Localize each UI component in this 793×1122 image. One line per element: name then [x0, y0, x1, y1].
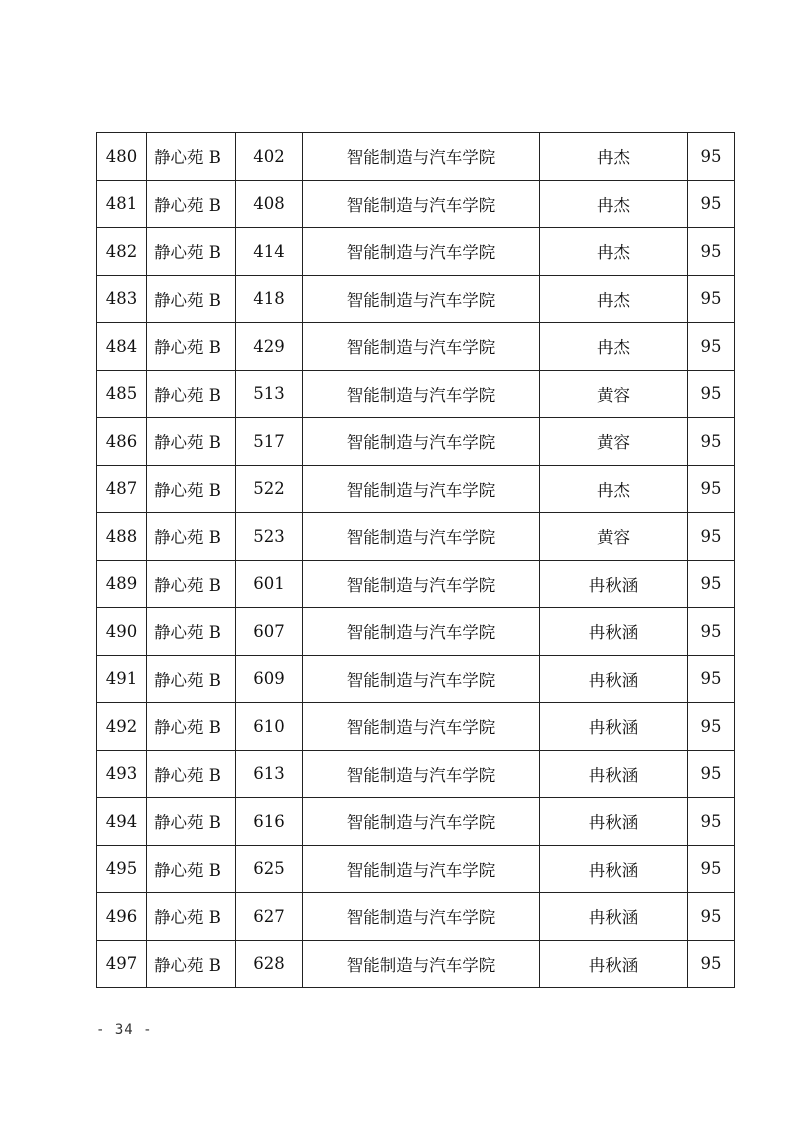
cell-college: 智能制造与汽车学院: [303, 893, 540, 941]
cell-person: 冉杰: [540, 228, 688, 276]
dormitory-score-table: [96, 132, 735, 988]
cell-score: 95: [688, 370, 735, 418]
cell-building: 静心苑 B: [147, 275, 236, 323]
cell-number: 492: [97, 703, 147, 751]
cell-number: 484: [97, 323, 147, 371]
table-row: [97, 703, 735, 751]
cell-number: 489: [97, 560, 147, 608]
cell-number: 483: [97, 275, 147, 323]
cell-college: 智能制造与汽车学院: [303, 370, 540, 418]
cell-room: 616: [236, 798, 303, 846]
table-row: [97, 893, 735, 941]
cell-room: 628: [236, 940, 303, 988]
cell-score: 95: [688, 418, 735, 466]
cell-building: 静心苑 B: [147, 418, 236, 466]
cell-number: 495: [97, 845, 147, 893]
table-row: [97, 560, 735, 608]
cell-room: 414: [236, 228, 303, 276]
table-row: [97, 798, 735, 846]
cell-person: 冉秋涵: [540, 940, 688, 988]
table-row: [97, 370, 735, 418]
cell-building: 静心苑 B: [147, 560, 236, 608]
cell-score: 95: [688, 465, 735, 513]
cell-room: 429: [236, 323, 303, 371]
cell-building: 静心苑 B: [147, 513, 236, 561]
cell-score: 95: [688, 655, 735, 703]
cell-score: 95: [688, 180, 735, 228]
table-row: [97, 228, 735, 276]
cell-person: 黄容: [540, 513, 688, 561]
cell-number: 497: [97, 940, 147, 988]
cell-number: 487: [97, 465, 147, 513]
table-row: [97, 418, 735, 466]
cell-score: 95: [688, 750, 735, 798]
cell-building: 静心苑 B: [147, 465, 236, 513]
cell-building: 静心苑 B: [147, 703, 236, 751]
cell-room: 609: [236, 655, 303, 703]
cell-room: 613: [236, 750, 303, 798]
cell-score: 95: [688, 228, 735, 276]
cell-college: 智能制造与汽车学院: [303, 513, 540, 561]
cell-person: 冉杰: [540, 275, 688, 323]
cell-number: 486: [97, 418, 147, 466]
cell-college: 智能制造与汽车学院: [303, 608, 540, 656]
cell-person: 冉杰: [540, 323, 688, 371]
cell-score: 95: [688, 893, 735, 941]
table-row: [97, 513, 735, 561]
cell-number: 482: [97, 228, 147, 276]
cell-score: 95: [688, 798, 735, 846]
cell-building: 静心苑 B: [147, 940, 236, 988]
cell-person: 黄容: [540, 418, 688, 466]
page-number: - 34 -: [96, 1022, 153, 1038]
cell-person: 冉秋涵: [540, 845, 688, 893]
cell-building: 静心苑 B: [147, 228, 236, 276]
cell-number: 496: [97, 893, 147, 941]
cell-room: 523: [236, 513, 303, 561]
cell-room: 408: [236, 180, 303, 228]
cell-room: 513: [236, 370, 303, 418]
cell-room: 610: [236, 703, 303, 751]
cell-person: 冉秋涵: [540, 750, 688, 798]
cell-number: 485: [97, 370, 147, 418]
cell-building: 静心苑 B: [147, 180, 236, 228]
cell-number: 480: [97, 133, 147, 181]
cell-person: 冉秋涵: [540, 560, 688, 608]
cell-college: 智能制造与汽车学院: [303, 418, 540, 466]
cell-college: 智能制造与汽车学院: [303, 655, 540, 703]
table-row: [97, 323, 735, 371]
cell-score: 95: [688, 845, 735, 893]
cell-college: 智能制造与汽车学院: [303, 180, 540, 228]
cell-person: 冉秋涵: [540, 798, 688, 846]
table-body: [97, 133, 735, 988]
cell-score: 95: [688, 703, 735, 751]
cell-number: 481: [97, 180, 147, 228]
cell-college: 智能制造与汽车学院: [303, 560, 540, 608]
cell-score: 95: [688, 560, 735, 608]
cell-room: 607: [236, 608, 303, 656]
cell-person: 冉杰: [540, 133, 688, 181]
cell-person: 冉秋涵: [540, 608, 688, 656]
cell-number: 494: [97, 798, 147, 846]
cell-number: 490: [97, 608, 147, 656]
table-row: [97, 180, 735, 228]
cell-score: 95: [688, 513, 735, 561]
cell-score: 95: [688, 940, 735, 988]
cell-college: 智能制造与汽车学院: [303, 323, 540, 371]
cell-building: 静心苑 B: [147, 323, 236, 371]
cell-college: 智能制造与汽车学院: [303, 703, 540, 751]
cell-person: 冉杰: [540, 180, 688, 228]
cell-person: 冉杰: [540, 465, 688, 513]
cell-building: 静心苑 B: [147, 893, 236, 941]
cell-room: 522: [236, 465, 303, 513]
table-row: [97, 655, 735, 703]
cell-number: 488: [97, 513, 147, 561]
cell-score: 95: [688, 133, 735, 181]
table-row: [97, 133, 735, 181]
table-row: [97, 845, 735, 893]
cell-college: 智能制造与汽车学院: [303, 133, 540, 181]
cell-score: 95: [688, 275, 735, 323]
table-row: [97, 750, 735, 798]
cell-number: 491: [97, 655, 147, 703]
cell-person: 冉秋涵: [540, 703, 688, 751]
cell-score: 95: [688, 608, 735, 656]
cell-college: 智能制造与汽车学院: [303, 750, 540, 798]
cell-building: 静心苑 B: [147, 798, 236, 846]
cell-number: 493: [97, 750, 147, 798]
cell-college: 智能制造与汽车学院: [303, 275, 540, 323]
cell-building: 静心苑 B: [147, 370, 236, 418]
cell-college: 智能制造与汽车学院: [303, 228, 540, 276]
cell-college: 智能制造与汽车学院: [303, 940, 540, 988]
cell-building: 静心苑 B: [147, 845, 236, 893]
table-row: [97, 940, 735, 988]
cell-college: 智能制造与汽车学院: [303, 465, 540, 513]
table-row: [97, 465, 735, 513]
cell-room: 402: [236, 133, 303, 181]
cell-building: 静心苑 B: [147, 655, 236, 703]
cell-college: 智能制造与汽车学院: [303, 845, 540, 893]
cell-person: 冉秋涵: [540, 893, 688, 941]
cell-college: 智能制造与汽车学院: [303, 798, 540, 846]
cell-room: 418: [236, 275, 303, 323]
cell-building: 静心苑 B: [147, 133, 236, 181]
cell-room: 601: [236, 560, 303, 608]
cell-room: 517: [236, 418, 303, 466]
table-row: [97, 275, 735, 323]
cell-person: 黄容: [540, 370, 688, 418]
cell-building: 静心苑 B: [147, 750, 236, 798]
cell-room: 627: [236, 893, 303, 941]
table-row: [97, 608, 735, 656]
cell-building: 静心苑 B: [147, 608, 236, 656]
cell-person: 冉秋涵: [540, 655, 688, 703]
cell-room: 625: [236, 845, 303, 893]
cell-score: 95: [688, 323, 735, 371]
